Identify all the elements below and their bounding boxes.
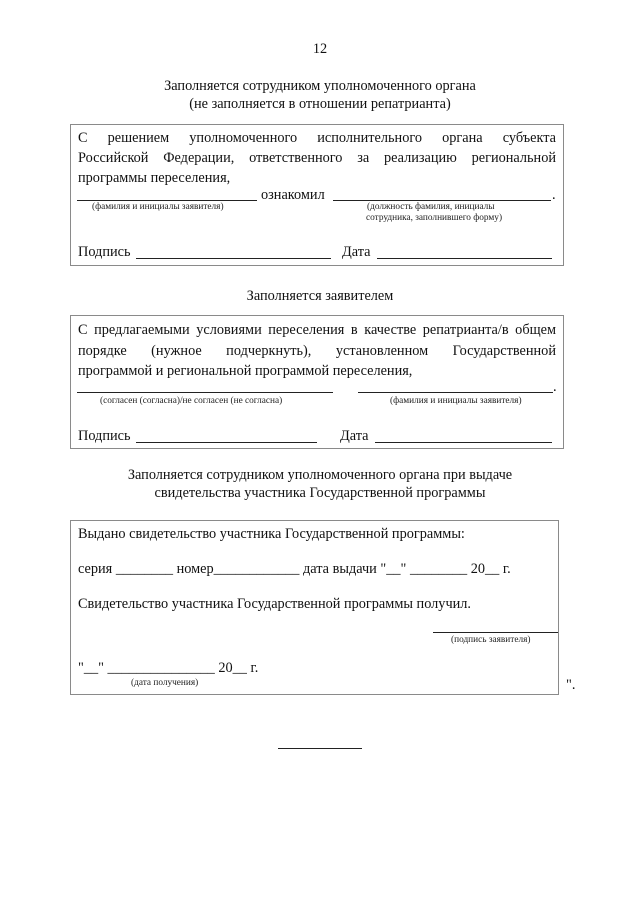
consent-field[interactable]	[77, 392, 333, 393]
applicant-name-field[interactable]	[358, 392, 553, 393]
end-divider	[278, 748, 362, 749]
caption-date-received: (дата получения)	[131, 678, 199, 688]
section1-heading-line1: Заполняется сотрудником уполномоченного органа	[164, 78, 476, 94]
section2-text-line2: порядке (нужное подчеркнуть), установленном Государственной	[78, 343, 556, 359]
period: .	[552, 187, 556, 203]
date-label: Дата	[342, 244, 371, 260]
section2-heading: Заполняется заявителем	[246, 288, 394, 304]
caption-applicant-name: (фамилия и инициалы заявителя)	[390, 396, 522, 406]
section2-text-line3: программой и региональной программой переселения,	[78, 363, 413, 379]
issued-text: Выдано свидетельство участника Государственной программы:	[78, 526, 465, 542]
date-field[interactable]	[375, 442, 552, 443]
section1-heading-line2: (не заполняется в отношении репатрианта)	[189, 96, 451, 112]
closing-quote: ".	[566, 677, 576, 693]
applicant-signature-field[interactable]	[433, 632, 558, 633]
period: .	[553, 379, 557, 395]
caption-applicant-name: (фамилия и инициалы заявителя)	[92, 202, 224, 212]
familiarized-label: ознакомил	[261, 187, 325, 203]
received-text: Свидетельство участника Государственной программы получил.	[78, 596, 471, 612]
signature-field[interactable]	[136, 442, 317, 443]
caption-employee-line2: сотрудника, заполнившего форму)	[366, 213, 503, 223]
date-label: Дата	[340, 428, 369, 444]
section1-text-line1: С решением уполномоченного исполнительного органа субъекта	[78, 130, 556, 146]
series-number-line[interactable]: серия ________ номер____________ дата выдачи "__" ________ 20__ г.	[78, 561, 511, 577]
caption-employee-line1: (должность фамилия, инициалы	[367, 202, 495, 212]
section3-heading-line1: Заполняется сотрудником уполномоченного органа при выдаче	[127, 467, 513, 483]
date-received-line[interactable]: "__" _______________ 20__ г.	[78, 660, 259, 676]
caption-signature: (подпись заявителя)	[451, 635, 531, 645]
signature-label: Подпись	[78, 428, 131, 444]
caption-consent: (согласен (согласна)/не согласен (не согласна)	[100, 396, 283, 406]
employee-name-field[interactable]	[333, 200, 551, 201]
section2-text-line1: С предлагаемыми условиями переселения в качестве репатрианта/в общем	[78, 322, 556, 338]
applicant-name-field[interactable]	[77, 200, 257, 201]
date-field[interactable]	[377, 258, 552, 259]
section1-text-line2: Российской Федерации, ответственного за реализацию региональной	[78, 150, 556, 166]
section3-heading-line2: свидетельства участника Государственной программы	[154, 485, 486, 501]
page-number: 12	[312, 41, 328, 57]
signature-field[interactable]	[136, 258, 331, 259]
section1-text-line3: программы переселения,	[78, 170, 231, 186]
signature-label: Подпись	[78, 244, 131, 260]
